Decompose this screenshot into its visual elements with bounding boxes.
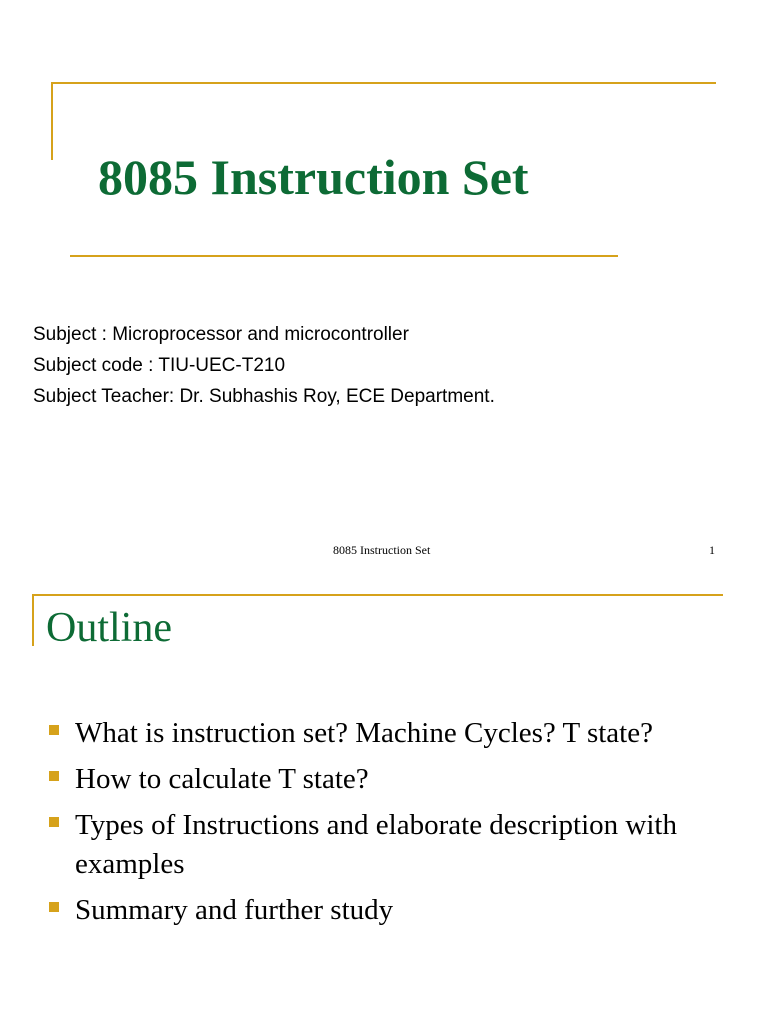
bullet-text: What is instruction set? Machine Cycles? T state? (75, 717, 653, 749)
bullet-square-icon (49, 725, 59, 735)
page-number: 1 (709, 543, 715, 557)
bullet-square-icon (49, 771, 59, 781)
subject-info (33, 319, 495, 412)
subject-line: Subject : Microprocessor and microcontroller (33, 324, 409, 345)
subject-code-line: Subject code : TIU-UEC-T210 (33, 355, 286, 376)
bullet-text: Summary and further study (75, 894, 394, 926)
bullet-text: How to calculate T state? (75, 763, 369, 795)
title-underline-rule (70, 255, 618, 257)
outline-title: Outline (46, 605, 172, 651)
outline-bullet-list (46, 714, 686, 937)
bullet-text: Types of Instructions and elaborate description with examples (75, 809, 677, 880)
list-item (46, 891, 686, 930)
list-item (46, 760, 686, 799)
top-horizontal-rule (51, 82, 716, 84)
bullet-square-icon (49, 817, 59, 827)
bullet-square-icon (49, 902, 59, 912)
subject-teacher-line: Subject Teacher: Dr. Subhashis Roy, ECE Department. (33, 386, 495, 407)
list-item (46, 806, 686, 884)
footer-title: 8085 Instruction Set (333, 543, 431, 557)
outline-top-rule (32, 594, 723, 596)
slide-title: 8085 Instruction Set (98, 149, 529, 205)
outline-left-rule (32, 594, 34, 646)
left-vertical-rule (51, 82, 53, 160)
list-item (46, 714, 686, 753)
